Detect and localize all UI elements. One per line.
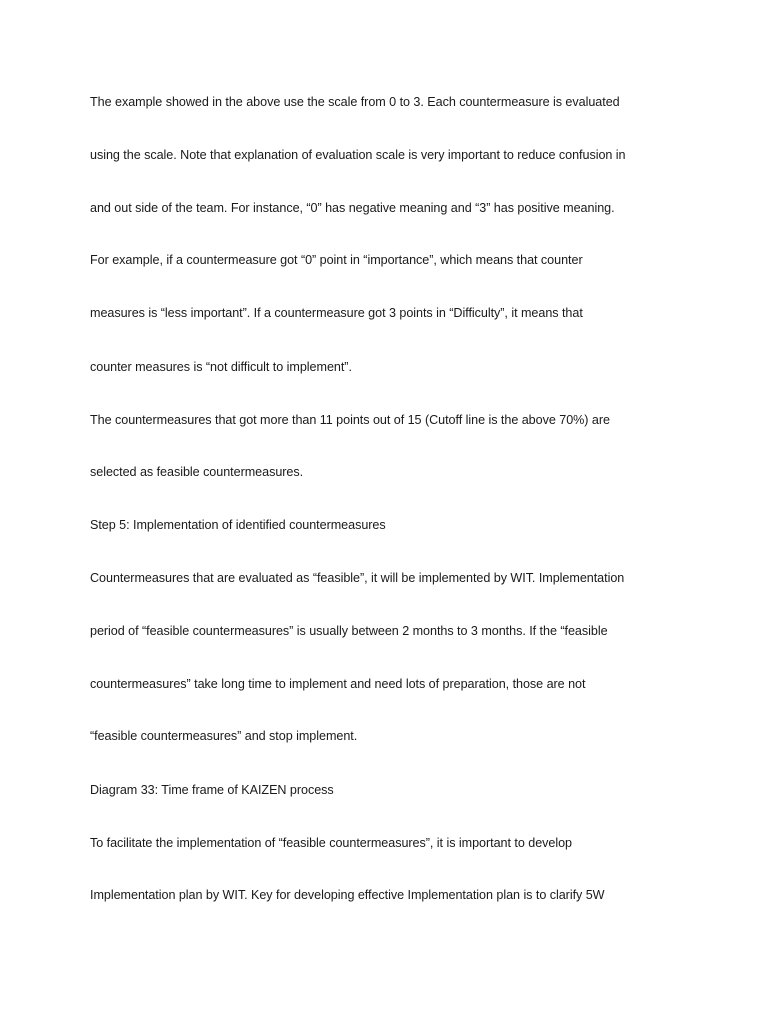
text-line-15: To facilitate the implementation of “feasible countermeasures”, it is important to develop [90, 836, 573, 850]
text-line-7: The countermeasures that got more than 11 points out of 15 (Cutoff line is the above 70%) are [90, 413, 610, 427]
text-line-2: using the scale. Note that explanation of evaluation scale is very important to reduce confusion in [90, 148, 626, 162]
text-line-4: For example, if a countermeasure got “0” point in “importance”, which means that counter [90, 253, 583, 267]
text-line-1: The example showed in the above use the scale from 0 to 3. Each countermeasure is evaluated [90, 95, 620, 109]
text-line-10: Countermeasures that are evaluated as “feasible”, it will be implemented by WIT. Implementation [90, 571, 625, 585]
text-line-13: “feasible countermeasures” and stop implement. [90, 729, 358, 743]
text-line-11: period of “feasible countermeasures” is usually between 2 months to 3 months. If the “feasible [90, 624, 608, 638]
text-line-6: counter measures is “not difficult to implement”. [90, 360, 352, 374]
step-5-heading: Step 5: Implementation of identified countermeasures [90, 518, 386, 532]
text-line-3: and out side of the team. For instance, “0” has negative meaning and “3” has positive meaning. [90, 201, 615, 215]
text-line-8: selected as feasible countermeasures. [90, 465, 304, 479]
diagram-caption: Diagram 33: Time frame of KAIZEN process [90, 783, 334, 797]
text-line-12: countermeasures” take long time to implement and need lots of preparation, those are not [90, 677, 586, 691]
text-line-16: Implementation plan by WIT. Key for developing effective Implementation plan is to clarify 5W [90, 888, 605, 902]
text-line-5: measures is “less important”. If a countermeasure got 3 points in “Difficulty”, it means that [90, 306, 583, 320]
